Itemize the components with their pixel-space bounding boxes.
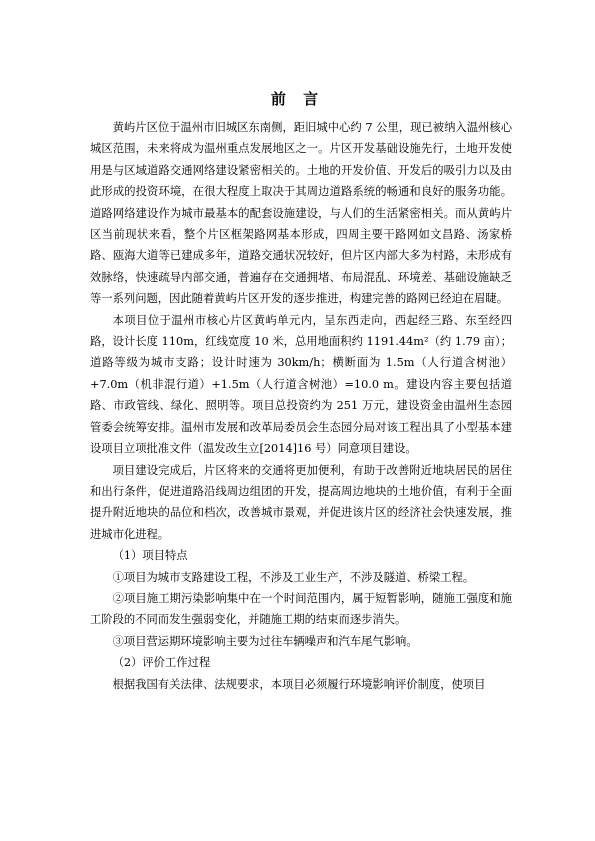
list-item-feature-1: ①项目为城市支路建设工程，不涉及工业生产，不涉及隧道、桥梁工程。 [112, 570, 475, 584]
page-title: 前 言 [270, 90, 325, 108]
list-item-feature-3: ③项目营运期环境影响主要为过往车辆噪声和汽车尾气影响。 [112, 634, 418, 648]
body-text [90, 117, 512, 695]
list-item-feature-2: ②项目施工期污染影响集中在一个时间范围内，属于短暂影响，随施工强度和施工阶段的不同而发生强弱变化，并随施工期的结束而逐步消失。 [90, 591, 512, 627]
paragraph-evaluation-process: 根据我国有关法律、法规要求，本项目必须履行环境影响评价制度，使项目 [112, 677, 486, 691]
paragraph-background: 黄屿片区位于温州市旧城区东南侧，距旧城中心约 7 公里，现已被纳入温州核心城区范围，未来将成为温州重点发展地区之一。片区开发基础设施先行，土地开发使用是与区域道路交通网络建设紧密相关的。土地的开发价值、开发后的吸引力以及由此形成的投资环境，在很大程度上取决于其周边道路系统的畅通和良好的服务功能。道路网络建设作为城市最基本的配套设施建设，与人们的生活紧密相关。而从黄屿片区当前现状来看，整个片区框架路网基本形成，四周主要干路网如文昌路、汤家桥路、瓯海大道等已建成多年，道路交通状况较好，但片区内部大多为村路，未形成有效脉络，快速疏导内部交通，普遍存在交通拥堵、布局混乱、环境差、基础设施缺乏等一系列问题，因此随着黄屿片区开发的逐步推进，构建完善的路网已经迫在眉睫。 [90, 121, 512, 306]
section-heading-evaluation-process: （2）评价工作过程 [112, 656, 211, 670]
paragraph-project-overview: 本项目位于温州市核心片区黄屿单元内，呈东西走向，西起经三路、东至经四路，设计长度 110m，红线宽度 10 米，总用地面积约 1191.44m²（约 1.79 亩）；道路等级为城市支路；设计时速为 30km/h；横断面为 1.5m（人行道含树池）+7.0m（机非混行道）+1.5m（人行道含树池）=10.0 m。建设内容主要包括道路、市政管线、绿化、照明等。项目总投资约为 251 万元，建设资金由温州生态园管委会统筹安排。温州市发展和改革局委员会生态园分局对该工程出具了小型基本建设项目立项批准文件（温发改生立[2014]16 号）同意项目建设。 [90, 313, 512, 456]
paragraph-project-benefits: 项目建设完成后，片区将来的交通将更加便利，有助于改善附近地块居民的居住和出行条件，促进道路沿线周边组团的开发，提高周边地块的土地价值，有利于全面提升附近地块的品位和档次，改善城市景观，并促进该片区的经济社会快速发展，推进城市化进程。 [90, 463, 512, 541]
section-heading-project-features: （1）项目特点 [112, 549, 188, 563]
